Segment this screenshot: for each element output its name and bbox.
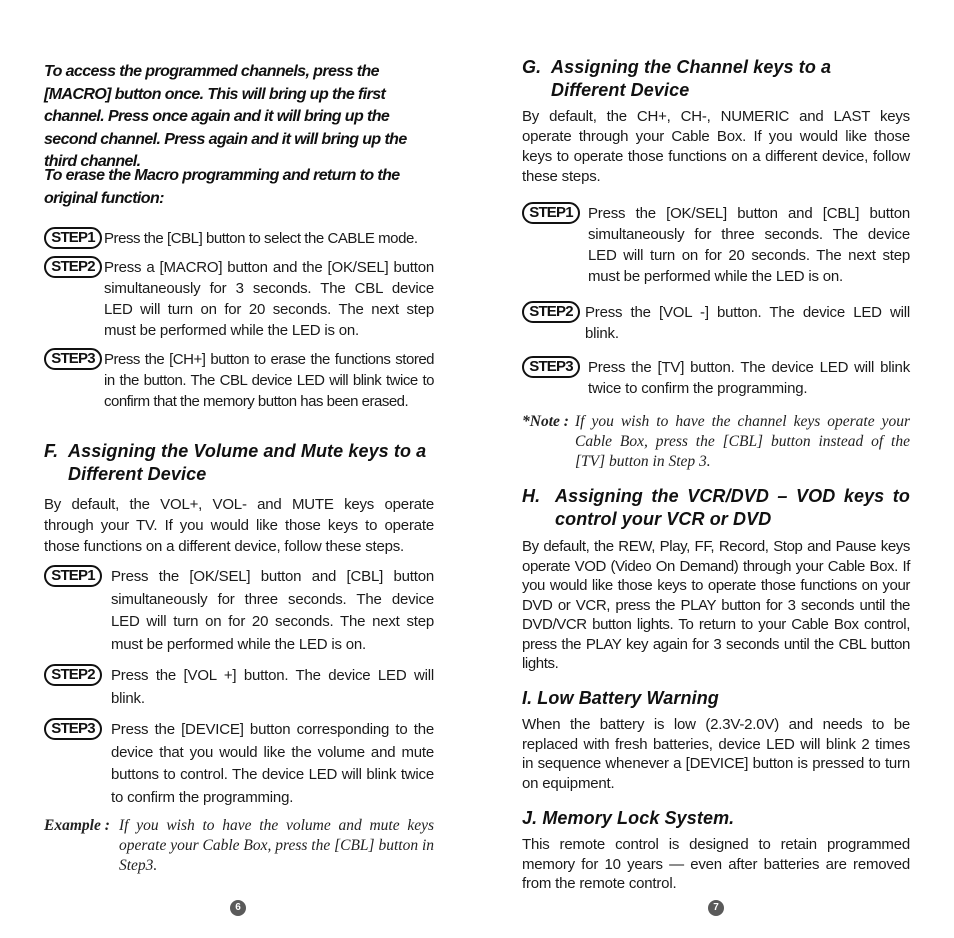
step-badge: STEP3 [522,356,580,378]
step-badge: STEP3 [44,348,102,370]
example-label: Example : [44,817,110,834]
section-f-heading [44,440,434,486]
macro-erase-heading: To erase the Macro programming and return to the original function: [44,167,400,207]
section-h-heading [522,485,910,531]
note-text: If you wish to have the channel keys operate your Cable Box, press the [CBL] button instead of the [TV] button in Step 3. [575,413,910,470]
erase-step-1 [44,227,434,251]
channel-step-1 [522,202,910,292]
section-f-body: By default, the VOL+, VOL- and MUTE keys operate through your TV. If you would like those keys to operate those functions on a different device, follow these steps. [44,496,434,555]
section-g-heading [522,56,910,102]
channel-step-2 [522,301,910,347]
channel-note [522,412,910,472]
example-text: If you wish to have the volume and mute keys operate your Cable Box, press the [CBL] button in Step3. [119,817,435,874]
volume-step-1 [44,565,434,657]
step-text: Press the [OK/SEL] button and [CBL] button simultaneously for three seconds. The device LED will turn on for 20 seconds. The next step must be performed while the LED is on. [588,205,910,285]
section-letter: H. [522,486,541,506]
step-text: Press the [VOL +] button. The device LED will blink. [111,667,434,707]
step-text: Press the [CH+] button to erase the functions stored in the button. The CBL device LED will blink twice to confirm that the memory button has been erased. [104,351,434,410]
section-i-heading: I. Low Battery Warning [522,688,719,708]
step-text: Press the [OK/SEL] button and [CBL] button simultaneously for three seconds. The device LED will turn on for 20 seconds. The next step must be performed while the LED is on. [111,568,434,653]
volume-example-note [44,816,434,876]
section-j-body: This remote control is designed to retain programmed memory for 10 years — even after batteries are removed from the remote control. [522,836,910,892]
macro-access-instructions: To access the programmed channels, press the [MACRO] button once. This will bring up the first channel. Press once again and it will bring up the second channel. Press again and it will bring up the third channel. [44,63,407,170]
step-text: Press the [TV] button. The device LED will blink twice to confirm the programming. [588,359,910,397]
step-badge: STEP1 [44,227,102,249]
section-title: Assigning the Volume and Mute keys to a Different Device [68,441,427,484]
step-badge: STEP2 [522,301,580,323]
page-number: 6 [230,900,246,916]
step-text: Press the [VOL -] button. The device LED will blink. [585,304,910,342]
section-g-body: By default, the CH+, CH-, NUMERIC and LAST keys operate through your Cable Box. If you would like those keys to operate those functions on a different device, follow these steps. [522,108,910,185]
step-badge: STEP3 [44,718,102,740]
erase-step-2 [44,256,434,346]
section-h-body: By default, the REW, Play, FF, Record, Stop and Pause keys operate VOD (Video On Demand) through your Cable Box. If you would like those keys to operate those functions on your DVD or VCR, press the PLAY button for 3 seconds until the DVD/VCR button lights. To return to your Cable Box control, press the PLAY key again for 3 seconds until the CBL button lights. [522,538,910,672]
erase-step-3 [44,348,434,418]
step-badge: STEP1 [44,565,102,587]
step-badge: STEP1 [522,202,580,224]
step-text: Press the [CBL] button to select the CABLE mode. [104,230,418,247]
section-title: Assigning the Channel keys to a Different Device [551,57,832,100]
step-badge: STEP2 [44,256,102,278]
section-title: Assigning the VCR/DVD – VOD keys to control your VCR or DVD [555,486,910,529]
note-label: *Note : [522,413,569,430]
section-letter: G. [522,57,542,77]
step-badge: STEP2 [44,664,102,686]
section-j-heading: J. Memory Lock System. [522,808,735,828]
volume-step-3 [44,718,434,810]
step-text: Press the [DEVICE] button corresponding to the device that you would like the volume and mute buttons to control. The device LED will blink twice to confirm the programming. [111,721,434,806]
page-number: 7 [708,900,724,916]
section-i-body: When the battery is low (2.3V-2.0V) and needs to be replaced with fresh batteries, device LED will blink 2 times in sequence whenever a [DEVICE] button is pressed to turn on equipment. [522,716,910,792]
step-text: Press a [MACRO] button and the [OK/SEL] button simultaneously for 3 seconds. The CBL device LED will turn on for 20 seconds. The next step must be performed while the LED is on. [104,259,434,339]
channel-step-3 [522,356,910,402]
volume-step-2 [44,664,434,710]
section-letter: F. [44,441,59,461]
